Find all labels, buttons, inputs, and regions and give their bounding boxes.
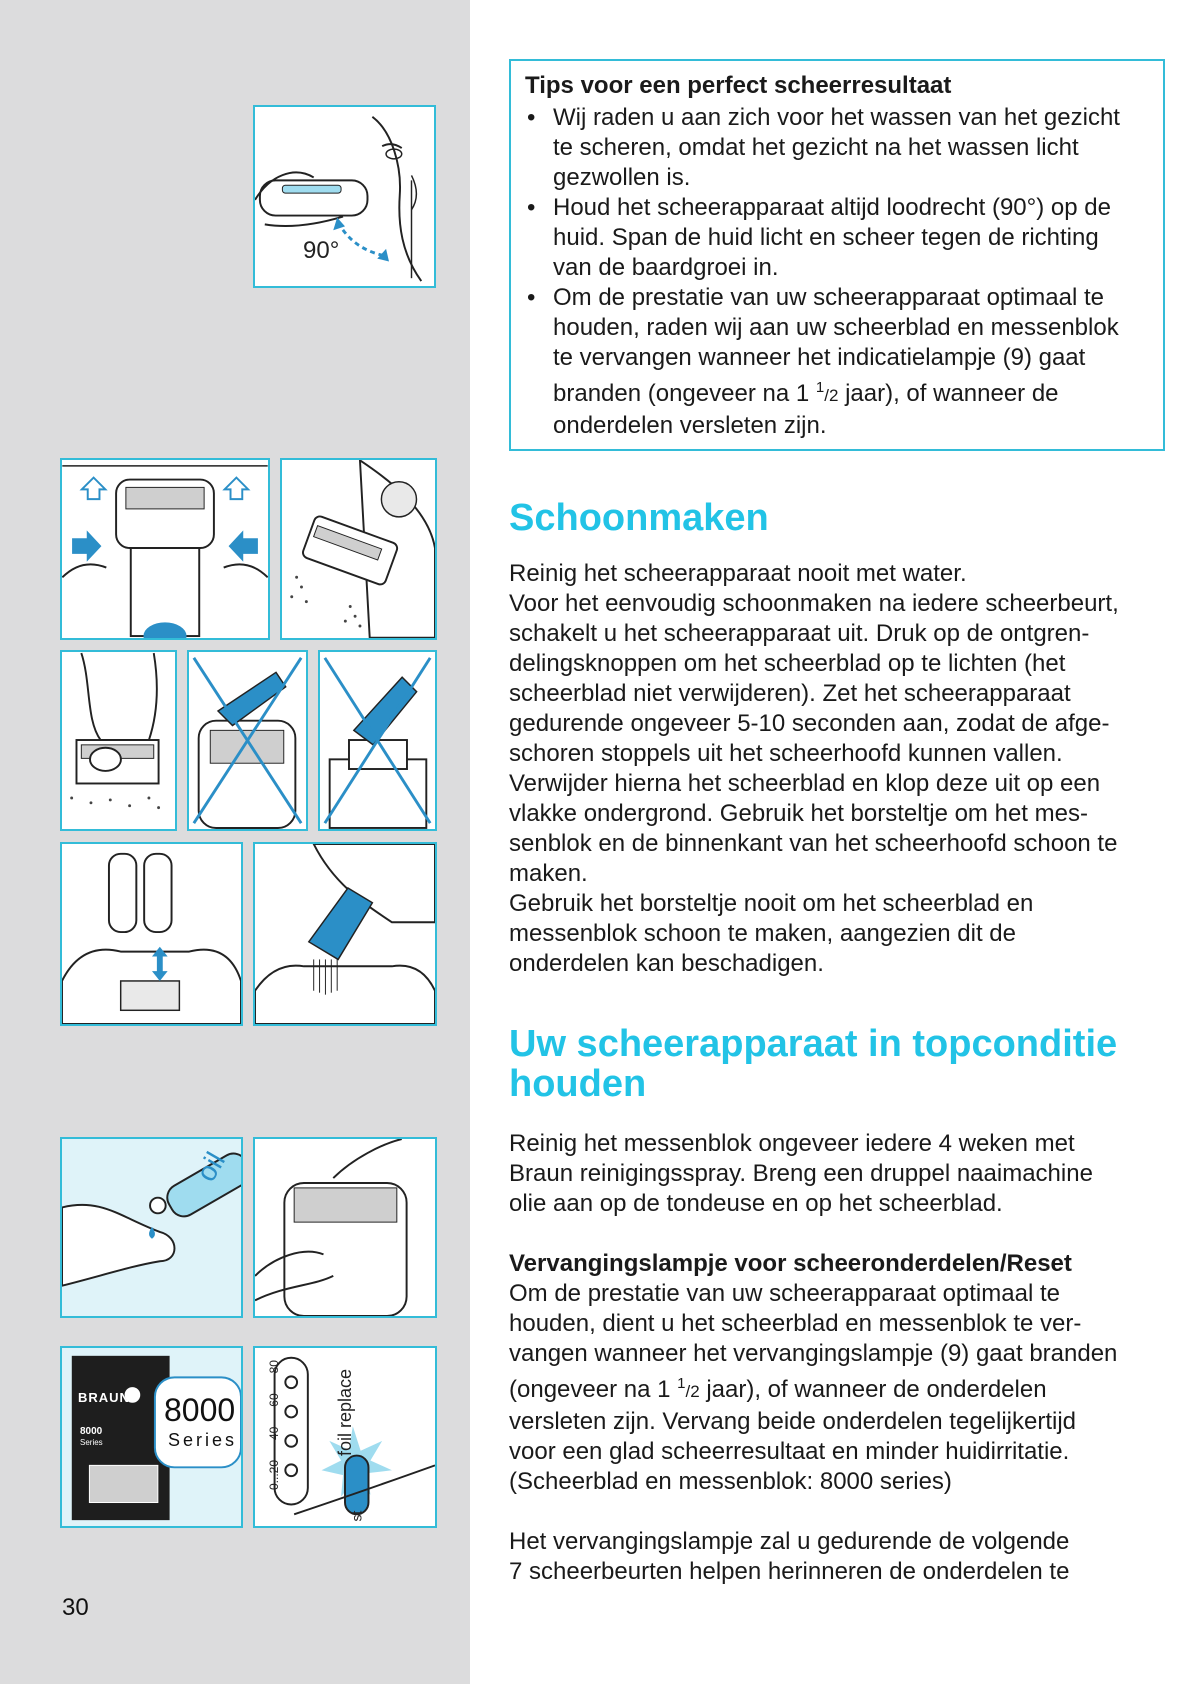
replacement-line — [509, 1369, 1169, 1407]
figure-shaving-angle — [253, 105, 436, 288]
pack-small-model: 8000 — [80, 1426, 103, 1437]
pack-small-series: Series — [80, 1438, 103, 1447]
figure-brush-foil-crossed — [187, 650, 308, 831]
figure-replacement-pack — [60, 1346, 243, 1528]
replacement-line: voor een glad scheerresultaat en minder huidirritatie. — [509, 1438, 1070, 1465]
tip-line: Om de prestatie van uw scheerapparaat optimaal te — [553, 284, 1104, 311]
tips-list — [525, 103, 1149, 441]
cleaning-line: delingsknoppen om het scheerblad op te lichten (het — [509, 650, 1066, 677]
cleaning-line: Gebruik het borsteltje nooit om het scheerblad en — [509, 890, 1034, 917]
figure-brush-inside — [253, 842, 437, 1026]
fraction-denominator: /2 — [685, 1382, 700, 1401]
tip-line: onderdelen versleten zijn. — [553, 412, 827, 439]
angle-label: 90° — [303, 237, 340, 264]
cleaning-section — [509, 498, 1169, 979]
maintenance-heading-line2: houden — [509, 1063, 647, 1105]
cleaning-line: messenblok schoon te maken, aangezien dit de — [509, 920, 1016, 947]
tip-line: Houd het scheerapparaat altijd loodrecht (90°) op de — [553, 194, 1111, 221]
figure-brush-cutter-crossed — [318, 650, 437, 831]
indicator-partial: st — [348, 1510, 365, 1522]
cleaning-line: schakelt u het scheerapparaat uit. Druk op de ontgren- — [509, 620, 1090, 647]
replacement-line: houden, dient u het scheerblad en messenblok te ver- — [509, 1310, 1082, 1337]
cleaning-heading: Schoonmaken — [509, 497, 769, 539]
maintenance-heading — [509, 1024, 1169, 1104]
maintenance-line: Braun reinigingsspray. Breng een druppel naaimachine — [509, 1160, 1093, 1187]
cleaning-line: senblok en de binnenkant van het scheerhoofd schoon te — [509, 830, 1118, 857]
fraction-numerator: 1 — [677, 1375, 686, 1392]
pack-model: 8000 — [164, 1392, 236, 1428]
replacement-line-start: (ongeveer na 1 — [509, 1376, 678, 1403]
replacement-line: vangen wanneer het vervangingslampje (9) gaat branden — [509, 1340, 1118, 1367]
tip-line: branden (ongeveer na 1 — [553, 380, 816, 407]
indicator-scale-0-20: 0...20 — [267, 1459, 281, 1490]
cleaning-line: scheerblad niet verwijderen). Zet het scheerapparaat — [509, 680, 1071, 707]
tip-item — [525, 103, 1149, 193]
fraction-denominator: /2 — [824, 386, 839, 405]
cleaning-line: Verwijder hierna het scheerblad en klop deze uit op een — [509, 770, 1101, 797]
tip-item — [525, 193, 1149, 283]
tip-line: te vervangen wanneer het indicatielampje (9) gaat — [553, 344, 1086, 371]
replacement-line: versleten zijn. Vervang beide onderdelen tegelijkertijd — [509, 1408, 1077, 1435]
figure-tap-out — [280, 458, 437, 640]
indicator-scale — [267, 1360, 281, 1490]
fraction-numerator: 1 — [815, 379, 825, 396]
indicator-scale-80: 80 — [267, 1360, 281, 1374]
replacement-line-end: jaar), of wanneer de onderdelen — [699, 1376, 1047, 1403]
pack-series: Series — [168, 1430, 238, 1450]
maintenance-line: olie aan op de tondeuse en op het scheerblad. — [509, 1190, 1003, 1217]
indicator-scale-60: 60 — [267, 1393, 281, 1407]
tip-item — [525, 283, 1149, 441]
figure-foil-release — [60, 458, 270, 640]
cleaning-line: Voor het eenvoudig schoonmaken na iedere scheerbeurt, — [509, 590, 1119, 617]
reminder-line: 7 scheerbeurten helpen herinneren de onderdelen te — [509, 1558, 1070, 1585]
indicator-label: foil replace — [335, 1368, 355, 1456]
cleaning-line: Reinig het scheerapparaat nooit met water. — [509, 560, 967, 587]
cleaning-line: vlakke ondergrond. Gebruik het borsteltje om het mes- — [509, 800, 1088, 827]
cleaning-line: gedurende ongeveer 5-10 seconden aan, zodat de afge- — [509, 710, 1110, 737]
page-number: 30 — [62, 1594, 89, 1621]
tips-box — [509, 59, 1165, 451]
tip-line: huid. Span de huid licht en scheer tegen de richting — [553, 224, 1099, 251]
figure-foil-hand — [60, 650, 177, 831]
cleaning-line: maken. — [509, 860, 588, 887]
replacement-line: (Scheerblad en messenblok: 8000 series) — [509, 1468, 952, 1495]
tip-line: te scheren, omdat het gezicht na het wassen licht — [553, 134, 1079, 161]
tip-line: houden, raden wij aan uw scheerblad en messenblok — [553, 314, 1119, 341]
reminder-line: Het vervangingslampje zal u gedurende de volgende — [509, 1528, 1070, 1555]
maintenance-line: Reinig het messenblok ongeveer iedere 4 weken met — [509, 1130, 1075, 1157]
replacement-indicator-heading: Vervangingslampje voor scheeronderdelen/Reset — [509, 1250, 1072, 1277]
figure-cutter-block — [60, 842, 243, 1026]
tip-line: gezwollen is. — [553, 164, 691, 191]
tips-title: Tips voor een perfect scheerresultaat — [525, 72, 952, 99]
tip-line: jaar), of wanneer de — [838, 380, 1059, 407]
oil-label: oil — [190, 1146, 232, 1187]
figure-foil-reattach — [253, 1137, 437, 1318]
maintenance-heading-line1: Uw scheerapparaat in topconditie — [509, 1023, 1118, 1065]
indicator-scale-40: 40 — [267, 1426, 281, 1441]
maintenance-section — [509, 1024, 1169, 1587]
pack-brand: BRAUN — [78, 1390, 130, 1405]
tip-line: Wij raden u aan zich voor het wassen van het gezicht — [553, 104, 1120, 131]
cleaning-line: schoren stoppels uit het scheerhoofd kunnen vallen. — [509, 740, 1063, 767]
figure-indicator-lights — [253, 1346, 437, 1528]
tip-line: van de baardgroei in. — [553, 254, 779, 281]
cleaning-line: onderdelen kan beschadigen. — [509, 950, 824, 977]
replacement-line: Om de prestatie van uw scheerapparaat optimaal te — [509, 1280, 1060, 1307]
figure-oil — [60, 1137, 243, 1318]
